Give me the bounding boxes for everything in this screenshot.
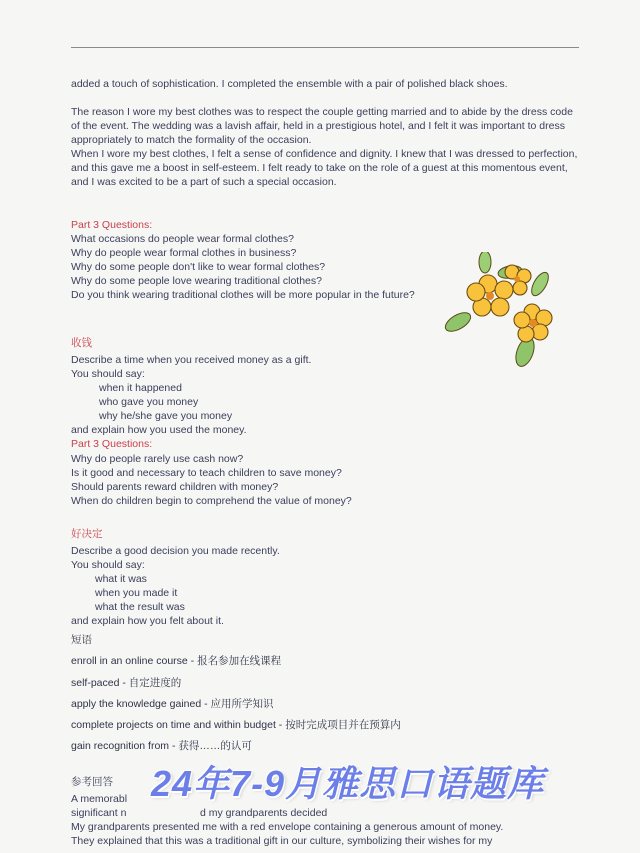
reference-heading: 参考回答 <box>71 776 113 788</box>
phrase-item: enroll in an online course - 报名参加在线课程 <box>71 655 282 667</box>
question-item: Do you think wearing traditional clothes will be more popular in the future? <box>71 289 415 301</box>
reference-line: My grandparents presented me with a red envelope containing a generous amount of money. <box>71 821 504 833</box>
flower-sticker-icon <box>440 252 560 372</box>
reference-line: They explained that this was a traditional gift in our culture, symbolizing their wishes for my <box>71 835 493 847</box>
phrase-item: apply the knowledge gained - 应用所学知识 <box>71 698 274 710</box>
intro-paragraph-1: added a touch of sophistication. I completed the ensemble with a pair of polished black shoes. <box>71 78 508 90</box>
phrase-item: complete projects on time and within budget - 按时完成项目并在预算内 <box>71 719 401 731</box>
question-item: Why do people wear formal clothes in business? <box>71 247 297 259</box>
question-item: What occasions do people wear formal clothes? <box>71 233 294 245</box>
top-divider <box>71 47 579 48</box>
cue-closing: and explain how you used the money. <box>71 424 247 436</box>
part3-heading: Part 3 Questions: <box>71 438 153 450</box>
phrase-item: self-paced - 自定进度的 <box>71 677 182 689</box>
intro-paragraph-2: The reason I wore my best clothes was to respect the couple getting married and to abide by the dress code of the event. The wedding was a lavish affair, held in a prestigious hotel, and I felt it was important to dress appropriately to match the formality of the occasion. <box>71 106 573 146</box>
section-title-decision: 好决定 <box>71 528 103 540</box>
question-item: Why do some people love wearing traditional clothes? <box>71 275 322 287</box>
question-item: Why do people rarely use cash now? <box>71 453 244 465</box>
reference-line: d my grandparents decided <box>200 807 328 819</box>
question-item: Should parents reward children with money? <box>71 481 279 493</box>
question-item: When do children begin to comprehend the value of money? <box>71 495 352 507</box>
cue-prompt: Describe a good decision you made recently. <box>71 545 280 557</box>
cue-closing: and explain how you felt about it. <box>71 615 224 627</box>
banner-title: 24年7-9月雅思口语题库 <box>151 763 545 804</box>
cue-point: when you made it <box>95 587 178 599</box>
reference-line: significant n <box>71 807 127 819</box>
cue-point: why he/she gave you money <box>99 410 233 422</box>
part3-heading: Part 3 Questions: <box>71 219 153 231</box>
cue-point: what it was <box>95 573 147 585</box>
cue-should-say: You should say: <box>71 368 145 380</box>
cue-should-say: You should say: <box>71 559 145 571</box>
question-item: Is it good and necessary to teach children to save money? <box>71 467 342 479</box>
phrase-item: gain recognition from - 获得……的认可 <box>71 740 252 752</box>
cue-point: who gave you money <box>99 396 199 408</box>
cue-point: when it happened <box>99 382 182 394</box>
reference-line: A memorabl <box>71 793 128 805</box>
phrases-heading: 短语 <box>71 634 92 646</box>
question-item: Why do some people don't like to wear formal clothes? <box>71 261 326 273</box>
cue-prompt: Describe a time when you received money as a gift. <box>71 354 312 366</box>
cue-point: what the result was <box>95 601 185 613</box>
section-title-money: 收钱 <box>71 337 92 349</box>
intro-paragraph-3: When I wore my best clothes, I felt a sense of confidence and dignity. I knew that I was dressed to perfection, and this gave me a boost in self-esteem. I felt ready to take on the role of a guest at this momentous event, and I was excited to be a part of such a special occasion. <box>71 148 578 188</box>
